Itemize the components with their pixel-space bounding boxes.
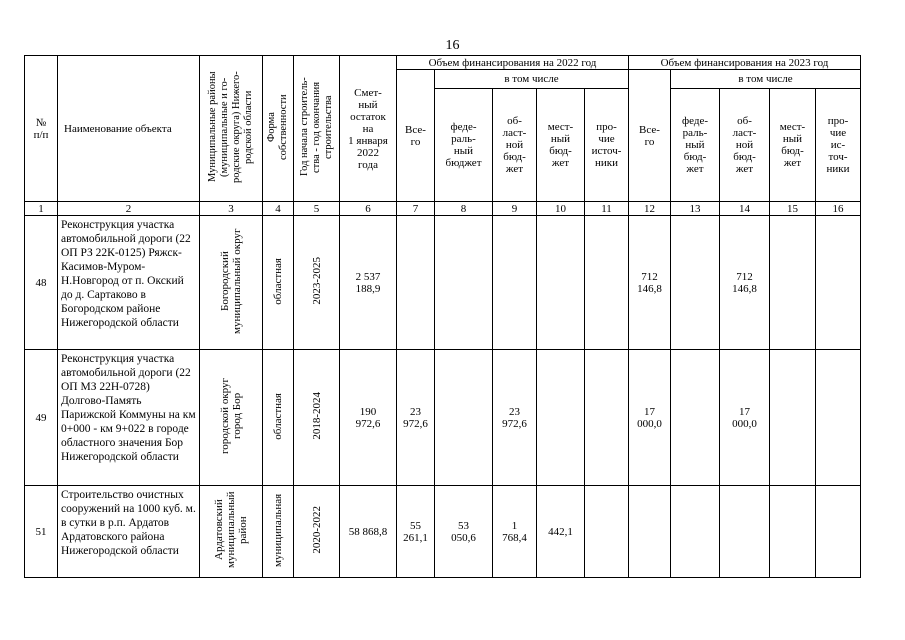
row-district — [200, 486, 263, 578]
col-num: 4 — [263, 202, 294, 216]
row-district-text: Ардатовский муниципальный район — [213, 491, 249, 569]
header-years-text: Год начала строитель- ства - год окончания строительства — [298, 77, 334, 177]
row-district — [200, 216, 263, 350]
row-c11 — [585, 216, 629, 350]
row-c12: 712 146,8 — [629, 216, 671, 350]
header-local-2022: мест- ный бюд- жет — [537, 89, 585, 202]
row-c16 — [816, 350, 861, 486]
row-ownership-text: областная — [272, 392, 284, 440]
col-num: 15 — [770, 202, 816, 216]
row-c15 — [770, 216, 816, 350]
header-federal-2023: феде- раль- ный бюд- жет — [671, 89, 720, 202]
row-ownership-text: муниципальная — [272, 493, 284, 567]
row-c9 — [493, 216, 537, 350]
header-years — [294, 56, 340, 202]
page-number: 16 — [445, 38, 460, 53]
row-c7: 23 972,6 — [397, 350, 435, 486]
row-c15 — [770, 350, 816, 486]
row-years-text: 2020-2022 — [310, 506, 323, 554]
row-balance: 58 868,8 — [340, 486, 397, 578]
header-balance: Смет- ный остаток на 1 января 2022 года — [340, 56, 397, 202]
row-district-text: городской округ город Бор — [219, 377, 243, 455]
col-num: 2 — [58, 202, 200, 216]
row-c13 — [671, 350, 720, 486]
row-name: Строительство очистных сооружений на 1000 куб. м. в сутки в р.п. Ардатов Ардатовского района Нижегородской области — [58, 486, 200, 578]
header-district-text: Муниципальные районы (муниципальные и го- родские округа) Нижего- родской области — [207, 71, 254, 183]
row-c16 — [816, 486, 861, 578]
header-incl-2022: в том числе — [435, 70, 629, 89]
row-district-text: Богородский муниципальный округ — [219, 228, 243, 334]
row-name: Реконструкция участка автомобильной дороги (22 ОП РЗ 22К-0125) Ряжск-Касимов-Муром-Н.Новгород от п. Окский до д. Сартаково в Богородском районе Нижегородской области — [58, 216, 200, 350]
col-num: 7 — [397, 202, 435, 216]
row-c12: 17 000,0 — [629, 350, 671, 486]
header-regional-2023: об- ласт- ной бюд- жет — [720, 89, 770, 202]
header-no: № п/п — [25, 56, 58, 202]
row-c16 — [816, 216, 861, 350]
row-c10 — [537, 216, 585, 350]
row-c11 — [585, 486, 629, 578]
row-name: Реконструкция участка автомобильной дороги (22 ОП МЗ 22Н-0728) Долгово-Память Парижской Коммуны на км 0+000 - км 9+022 в городе областного значения Бор Нижегородской области — [58, 350, 200, 486]
financing-table — [24, 55, 861, 578]
row-years — [294, 216, 340, 350]
row-balance: 190 972,6 — [340, 350, 397, 486]
row-ownership — [263, 486, 294, 578]
header-regional-2022: об- ласт- ной бюд- жет — [493, 89, 537, 202]
col-num: 3 — [200, 202, 263, 216]
row-years-text: 2018-2024 — [310, 392, 323, 440]
header-total-2022: Все- го — [397, 70, 435, 202]
row-c13 — [671, 486, 720, 578]
row-balance: 2 537 188,9 — [340, 216, 397, 350]
header-ownership-text: Форма собственности — [266, 94, 289, 160]
col-num: 13 — [671, 202, 720, 216]
col-num: 6 — [340, 202, 397, 216]
col-num: 11 — [585, 202, 629, 216]
header-name: Наименование объекта — [58, 56, 200, 202]
row-c7: 55 261,1 — [397, 486, 435, 578]
row-ownership — [263, 350, 294, 486]
col-num: 14 — [720, 202, 770, 216]
header-incl-2023: в том числе — [671, 70, 861, 89]
col-num: 9 — [493, 202, 537, 216]
row-ownership-text: областная — [272, 257, 284, 305]
header-federal-2022: феде- раль- ный бюджет — [435, 89, 493, 202]
col-num: 10 — [537, 202, 585, 216]
col-num: 1 — [25, 202, 58, 216]
row-c15 — [770, 486, 816, 578]
row-c10: 442,1 — [537, 486, 585, 578]
row-c8 — [435, 216, 493, 350]
row-c9: 23 972,6 — [493, 350, 537, 486]
header-other-2023: про- чие ис- точ- ники — [816, 89, 861, 202]
col-num: 16 — [816, 202, 861, 216]
row-c11 — [585, 350, 629, 486]
col-num: 8 — [435, 202, 493, 216]
col-num: 12 — [629, 202, 671, 216]
row-c7 — [397, 216, 435, 350]
column-number-row — [25, 202, 861, 216]
row-c13 — [671, 216, 720, 350]
row-c8 — [435, 350, 493, 486]
row-c12 — [629, 486, 671, 578]
row-c9: 1 768,4 — [493, 486, 537, 578]
header-local-2023: мест- ный бюд- жет — [770, 89, 816, 202]
row-c14: 712 146,8 — [720, 216, 770, 350]
row-c14 — [720, 486, 770, 578]
header-fin2023: Объем финансирования на 2023 год — [629, 56, 861, 70]
row-years — [294, 350, 340, 486]
row-c14: 17 000,0 — [720, 350, 770, 486]
row-years-text: 2023-2025 — [310, 257, 323, 305]
row-years — [294, 486, 340, 578]
row-c8: 53 050,6 — [435, 486, 493, 578]
row-district — [200, 350, 263, 486]
header-ownership — [263, 56, 294, 202]
row-c10 — [537, 350, 585, 486]
table-row — [25, 486, 861, 578]
table-row — [25, 350, 861, 486]
header-other-2022: про- чие источ- ники — [585, 89, 629, 202]
row-no: 49 — [25, 350, 58, 486]
row-ownership — [263, 216, 294, 350]
header-fin2022: Объем финансирования на 2022 год — [397, 56, 629, 70]
row-no: 48 — [25, 216, 58, 350]
col-num: 5 — [294, 202, 340, 216]
table-row — [25, 216, 861, 350]
header-total-2023: Все- го — [629, 70, 671, 202]
row-no: 51 — [25, 486, 58, 578]
header-district — [200, 56, 263, 202]
